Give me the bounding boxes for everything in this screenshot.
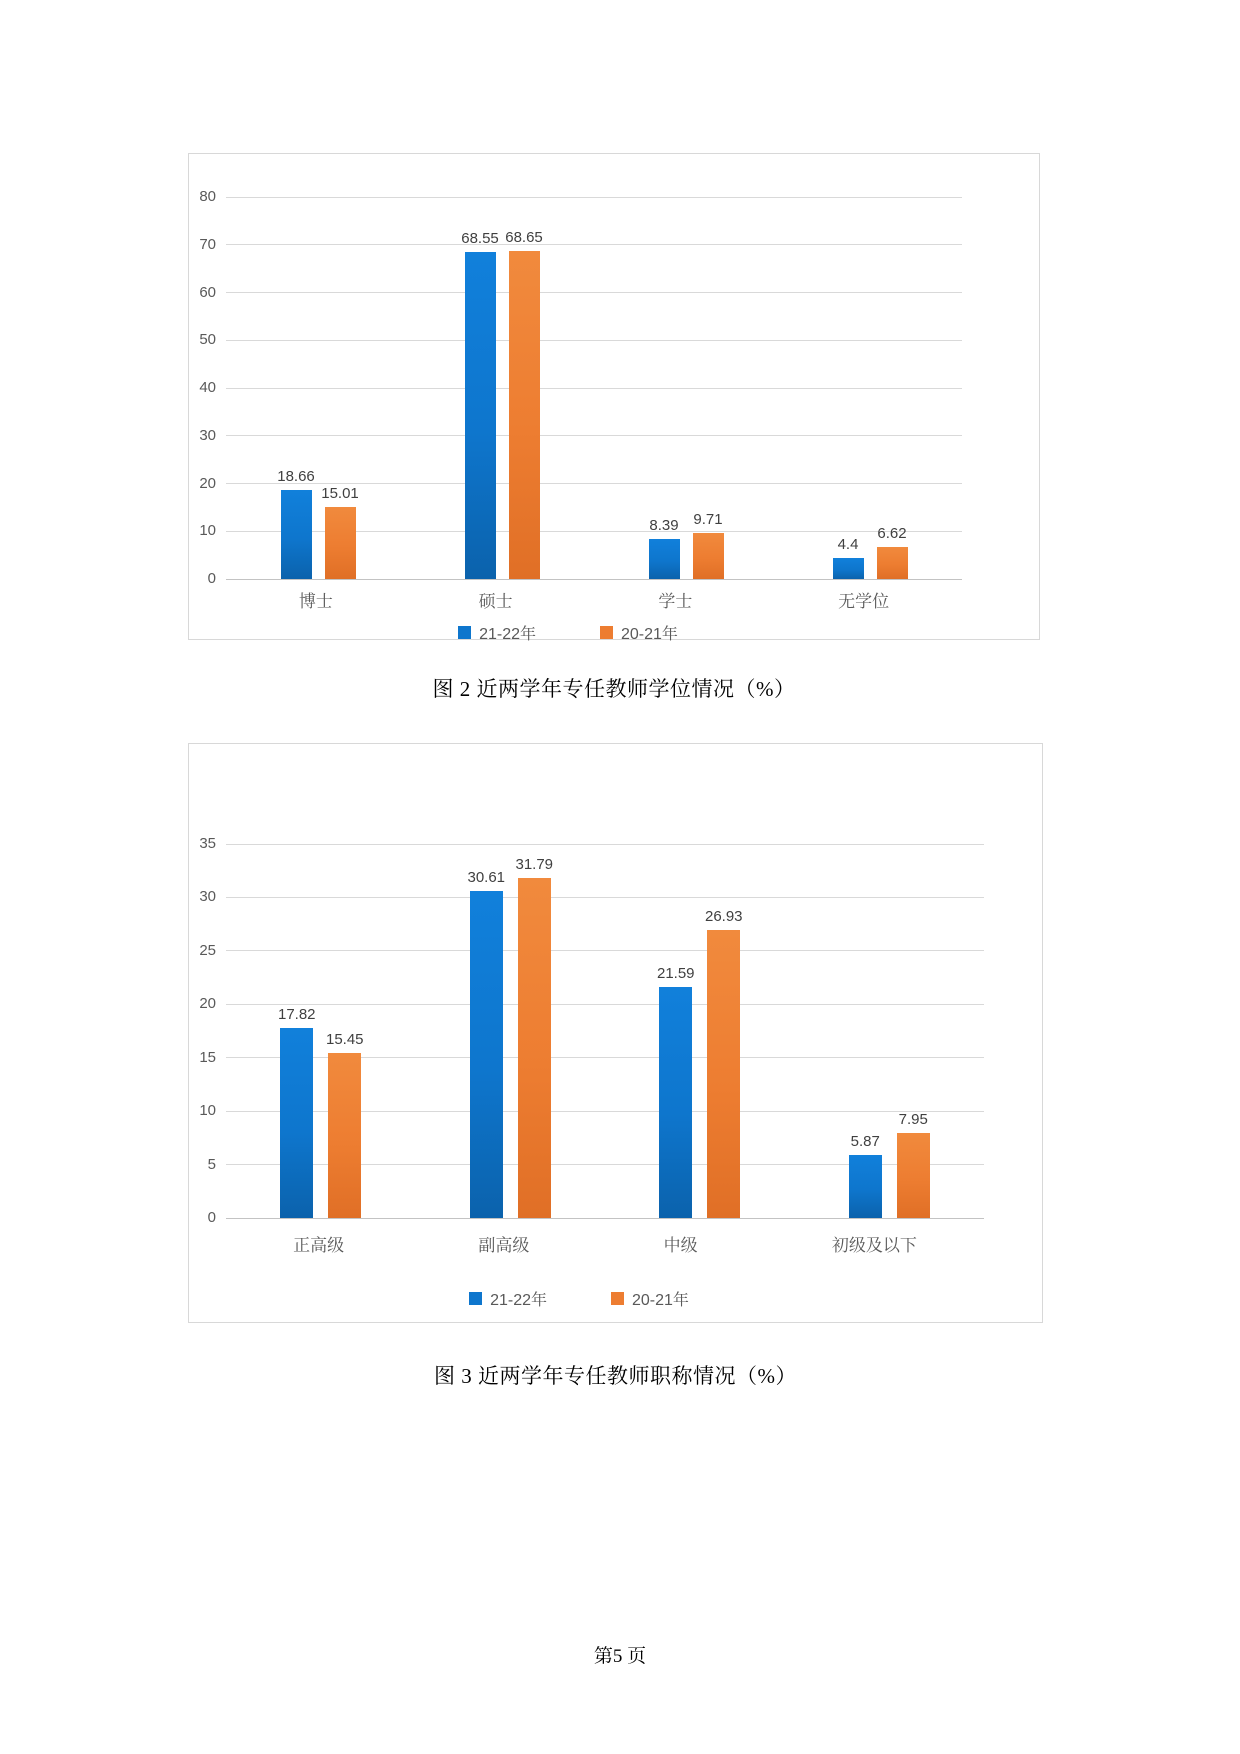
bar-21-22年 xyxy=(461,229,499,579)
category-label: 学士 xyxy=(658,592,693,611)
bar-value-label: 15.45 xyxy=(325,1030,364,1048)
bar-group xyxy=(467,844,554,1218)
y-axis-tick-label: 30 xyxy=(199,426,216,444)
bar-20-21年 xyxy=(704,908,743,1218)
bar-value-label: 9.71 xyxy=(693,510,723,528)
bar-value-label: 18.66 xyxy=(277,467,315,485)
bar-21-22年 xyxy=(467,868,506,1218)
figure-degree xyxy=(188,153,1040,703)
category-axis xyxy=(226,1231,984,1256)
bar-21-22年 xyxy=(849,1133,882,1218)
bar-value-label: 8.39 xyxy=(649,516,679,534)
bar-value-label: 68.55 xyxy=(461,229,499,247)
figure-title-caption: 图 3 近两学年专任教师职称情况（%） xyxy=(434,1364,797,1388)
professional-title-bar-chart xyxy=(188,743,1043,1323)
legend-label: 20-21年 xyxy=(632,1292,689,1309)
figure-professional-title xyxy=(188,743,1043,1390)
category-label: 正高级 xyxy=(293,1236,345,1255)
legend-item xyxy=(458,621,536,644)
bar-21-22年 xyxy=(277,1005,316,1218)
bar-group xyxy=(833,197,908,579)
plot-area xyxy=(199,835,984,1226)
category-label: 初级及以下 xyxy=(831,1236,917,1255)
y-axis-tick-label: 20 xyxy=(199,474,216,492)
bar-value-label: 7.95 xyxy=(898,1111,928,1129)
y-axis-tick-label: 15 xyxy=(199,1048,216,1066)
y-axis-tick-label: 80 xyxy=(199,188,216,205)
bar-20-21年 xyxy=(897,1111,930,1218)
bar-group xyxy=(649,197,724,579)
bar-group xyxy=(849,844,930,1218)
figure-degree-caption: 图 2 近两学年专任教师学位情况（%） xyxy=(432,677,796,701)
category-label: 硕士 xyxy=(478,592,513,611)
category-label: 副高级 xyxy=(478,1236,530,1255)
bar-20-21年 xyxy=(515,856,554,1218)
bar-value-label: 31.79 xyxy=(515,856,554,874)
category-label: 中级 xyxy=(663,1236,698,1255)
plot-area xyxy=(199,188,962,587)
y-axis-tick-label: 10 xyxy=(199,1102,216,1120)
bar-value-label: 5.87 xyxy=(850,1133,880,1151)
chart-legend xyxy=(200,1287,958,1310)
category-axis xyxy=(226,587,962,612)
legend-item xyxy=(600,621,678,644)
bar-20-21年 xyxy=(877,525,908,579)
y-axis-tick-label: 60 xyxy=(199,283,216,301)
y-axis-tick-label: 20 xyxy=(199,995,216,1013)
y-axis-tick-label: 5 xyxy=(207,1155,216,1173)
bar-value-label: 17.82 xyxy=(277,1005,316,1023)
degree-bar-chart xyxy=(188,153,1040,643)
bar-group xyxy=(277,844,364,1218)
category-label: 博士 xyxy=(298,592,333,611)
category-label: 无学位 xyxy=(838,592,890,611)
y-axis-tick-label: 35 xyxy=(199,835,216,852)
page-number: 第5 页 xyxy=(593,1646,647,1667)
legend-label: 20-21年 xyxy=(621,626,678,643)
legend-label: 21-22年 xyxy=(479,626,536,643)
y-axis-tick-label: 70 xyxy=(199,235,216,253)
bar-20-21年 xyxy=(325,1030,364,1218)
bars-layer xyxy=(226,197,962,579)
y-axis-tick-label: 40 xyxy=(199,379,216,396)
legend-swatch-icon xyxy=(611,1292,624,1305)
bar-value-label: 4.4 xyxy=(837,536,859,553)
bar-21-22年 xyxy=(277,467,315,579)
bar-value-label: 26.93 xyxy=(704,908,743,926)
bar-20-21年 xyxy=(505,229,543,579)
chart-legend xyxy=(200,621,936,644)
y-axis-tick-label: 10 xyxy=(199,522,216,540)
legend-label: 21-22年 xyxy=(490,1292,547,1309)
bar-value-label: 6.62 xyxy=(877,525,907,543)
y-axis-tick-label: 0 xyxy=(207,570,216,587)
bar-value-label: 30.61 xyxy=(467,868,506,886)
legend-swatch-icon xyxy=(458,626,471,639)
y-axis-tick-label: 0 xyxy=(207,1209,216,1226)
bar-value-label: 15.01 xyxy=(321,485,359,503)
y-axis-tick-label: 50 xyxy=(199,331,216,349)
bars-layer xyxy=(226,844,984,1218)
bar-value-label: 21.59 xyxy=(656,965,695,983)
legend-swatch-icon xyxy=(600,626,613,639)
bar-21-22年 xyxy=(833,536,864,579)
legend-item xyxy=(611,1287,689,1310)
bar-value-label: 68.65 xyxy=(505,229,543,247)
legend-swatch-icon xyxy=(469,1292,482,1305)
bar-group xyxy=(656,844,743,1218)
bar-21-22年 xyxy=(649,516,680,579)
bar-21-22年 xyxy=(656,965,695,1218)
y-axis-tick-label: 25 xyxy=(199,941,216,959)
legend-item xyxy=(469,1287,547,1310)
bar-20-21年 xyxy=(321,485,359,579)
y-axis-tick-label: 30 xyxy=(199,888,216,906)
bar-20-21年 xyxy=(693,510,724,579)
bar-group xyxy=(277,197,359,579)
bar-group xyxy=(461,197,543,579)
